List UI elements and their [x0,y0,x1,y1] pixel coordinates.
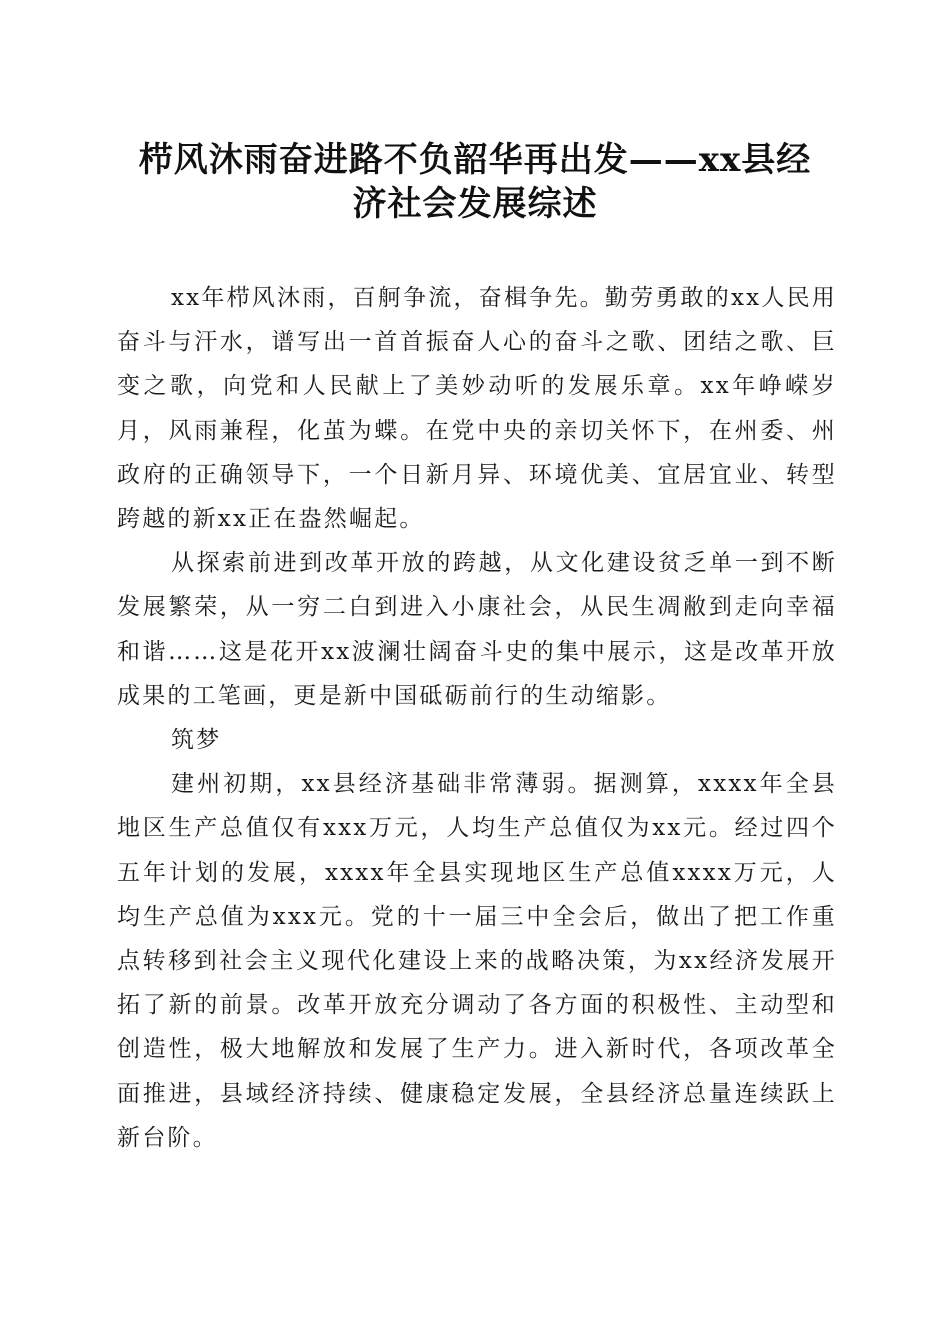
paragraph-summary: 从探索前进到改革开放的跨越，从文化建设贫乏单一到不断发展繁荣，从一穷二白到进入小康社会，从民生凋敝到走向幸福和谐……这是花开xx波澜壮阔奋斗史的集中展示，这是改革开放成果的工笔画，更是新中国砥砺前行的生动缩影。 [117,550,837,709]
title-line-2: 济社会发展综述 [352,184,598,224]
document-title [90,138,860,226]
paragraph-intro: xx年栉风沐雨，百舸争流，奋楫争先。勤劳勇敢的xx人民用奋斗与汗水，谱写出一首首振奋人心的奋斗之歌、团结之歌、巨变之歌，向党和人民献上了美妙动听的发展乐章。xx年峥嵘岁月，风雨兼程，化茧为蝶。在党中央的亲切关怀下，在州委、州政府的正确领导下，一个日新月异、环境优美、宜居宜业、转型跨越的新xx正在盎然崛起。 [117,285,837,533]
title-line-1: 栉风沐雨奋进路不负韶华再出发——xx县经 [138,140,812,180]
document-body [117,276,837,1160]
paragraph-section-body: 建州初期，xx县经济基础非常薄弱。据测算，xxxx年全县地区生产总值仅有xxx万元，人均生产总值仅为xx元。经过四个五年计划的发展，xxxx年全县实现地区生产总值xxxx万元，人均生产总值为xxx元。党的十一届三中全会后，做出了把工作重点转移到社会主义现代化建设上来的战略决策，为xx经济发展开拓了新的前景。改革开放充分调动了各方面的积极性、主动型和创造性，极大地解放和发展了生产力。进入新时代，各项改革全面推进，县域经济持续、健康稳定发展，全县经济总量连续跃上新台阶。 [117,771,837,1151]
section-heading: 筑梦 [171,727,222,754]
